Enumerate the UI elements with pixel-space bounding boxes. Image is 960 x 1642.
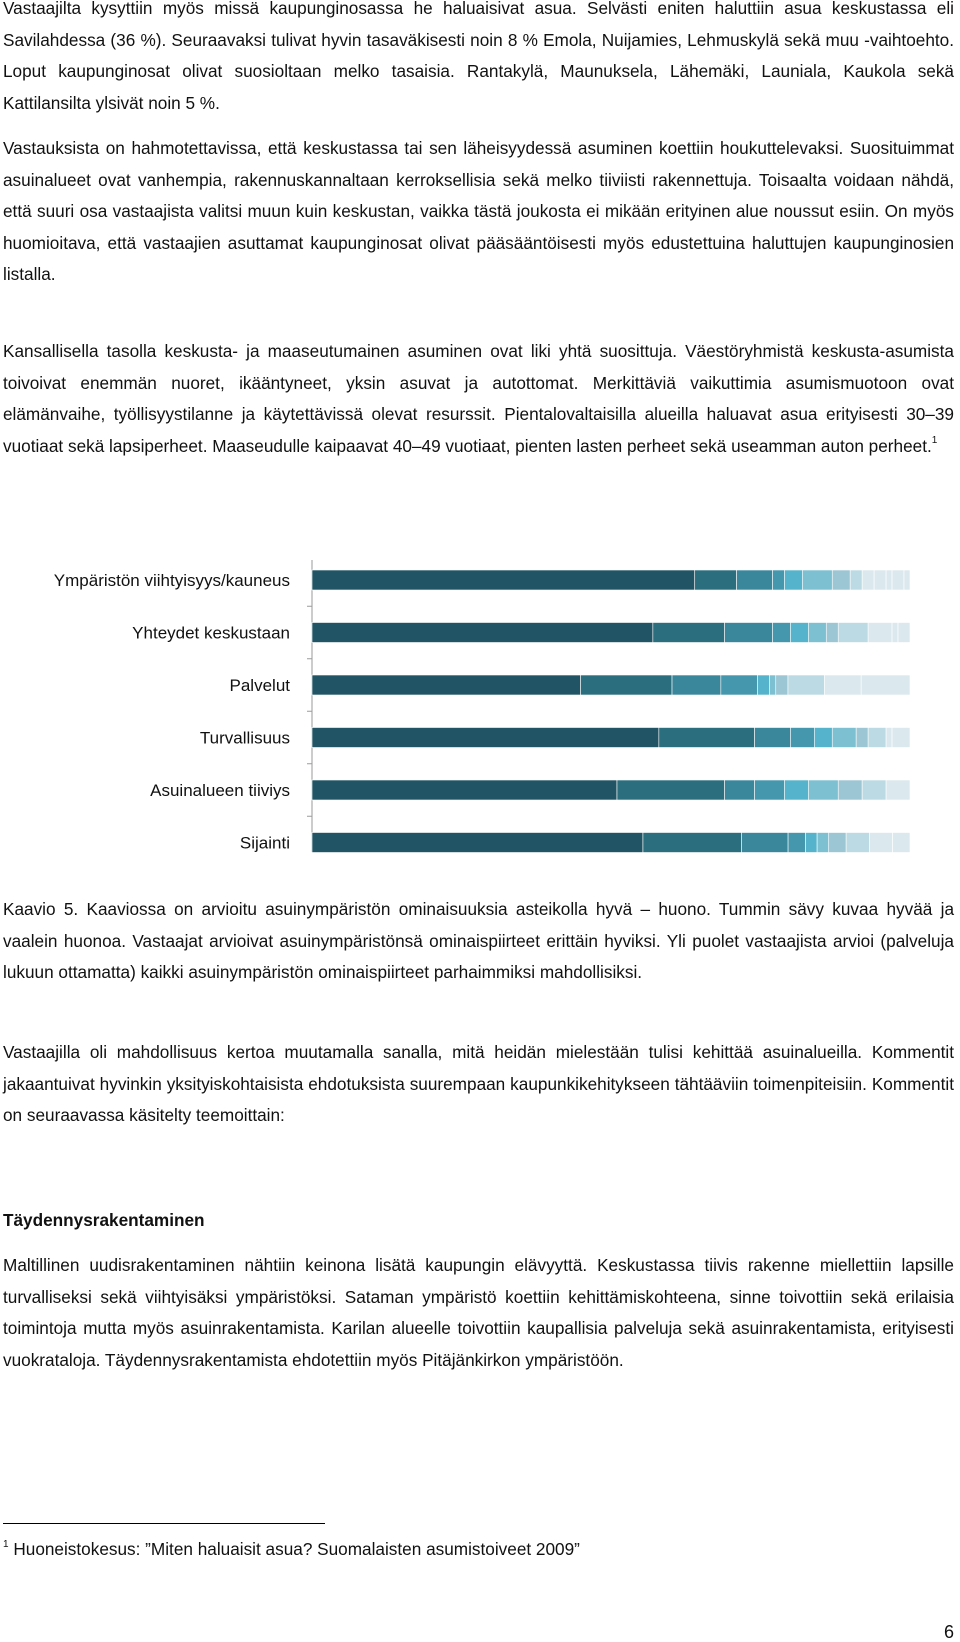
footnote-number: 1 [3, 1539, 9, 1550]
chart-bar-segment [832, 728, 856, 748]
chart-category-label: Asuinalueen tiiviys [150, 781, 290, 800]
chart-bar-segment [659, 728, 755, 748]
chart-bar-segment [829, 833, 846, 853]
chart-caption: Kaavio 5. Kaaviossa on arvioitu asuinympäristön ominaisuuksia asteikolla hyvä – huono. Tummin sävy kuvaa hyvää ja vaalein huonoa. Vastaajat arvioivat asuinympäristönsä ominaispiirteet erittäin hyviksi. Yli puolet vastaajista arvioi (palveluja lukuun ottamatta) kaikki asuinympäristön ominaispiirteet parhaimmiksi mahdollisiksi. [3, 899, 954, 982]
chart-bar-segment [861, 675, 910, 695]
chart-bar-segment [776, 675, 788, 695]
chart-bar-segment [757, 675, 769, 695]
chart-bar-segment [838, 780, 862, 800]
chart-bar-segment [892, 623, 898, 643]
chart-bar-segment [862, 570, 874, 590]
chart-bar-segment [312, 728, 659, 748]
chart-bar-segment [788, 675, 825, 695]
chart-bar-segment [869, 833, 892, 853]
chart-bar-segment [772, 570, 784, 590]
chart-bar-segment [825, 675, 862, 695]
chart-bar-segment [808, 623, 826, 643]
chart-bar-segment [755, 728, 791, 748]
chart-bar-segment [312, 675, 580, 695]
chart-bar-segment [312, 780, 617, 800]
chart-bar-segment [725, 780, 755, 800]
chart-bar-segment [892, 728, 910, 748]
chart-bar-segment [790, 623, 808, 643]
chart-bar-segment [312, 570, 695, 590]
chart-bar-segment [868, 623, 892, 643]
chart-bar-segment [755, 780, 785, 800]
chart-bar-segment [643, 833, 742, 853]
chart-bar-segment [832, 570, 850, 590]
chart-bar-segment [838, 623, 868, 643]
chart-bar-segment [784, 780, 808, 800]
paragraph-desired-districts: Vastaajilta kysyttiin myös missä kaupunginosassa he haluaisivat asua. Selvästi eniten haluttiin asua keskustassa eli Savilahdessa (36 %). Seuraavaksi tulivat hyvin tasaväkisesti noin 8 % Emola, Nuijamies, Lehmuskylä sekä muu -vaihtoehto. Loput kaupunginosat olivat suosioltaan melko tasaisia. Rantakylä, Maunuksela, Lähemäki, Launiala, Kaukola sekä Kattilansilta ylsivät noin 5 %. [3, 0, 954, 113]
section-heading: Täydennysrakentaminen [3, 1210, 205, 1230]
chart-bar-segment [850, 570, 862, 590]
chart-bar-segment [886, 570, 892, 590]
chart-category-label: Palvelut [229, 676, 290, 695]
chart-bar-segment [874, 570, 886, 590]
chart-category-label: Yhteydet keskustaan [132, 623, 290, 643]
chart-bar-segment [784, 570, 802, 590]
chart-bar-segment [808, 780, 838, 800]
chart-bar-segment [904, 570, 910, 590]
chart-bar-segment [868, 728, 886, 748]
paragraph-central-living: Vastauksista on hahmotettavissa, että keskustassa tai sen läheisyydessä asuminen koettiin houkuttelevaksi. Suosituimmat asuinalueet ovat vanhempia, rakennuskannaltaan kerroksellisia sekä melko tiiviisti rakennettuja. Toisaalta voidaan nähdä, että suuri osa vastaajista valitsi muun kuin keskustan, vaikka tästä joukosta ei mikään erityinen alue noussut esiin. On myös huomioitava, että vastaajien asuttamat kaupunginosat olivat pääsääntöisesti myös edustettuina haluttujen kaupunginosien listalla. [3, 138, 954, 284]
paragraph-national-level-text: Kansallisella tasolla keskusta- ja maaseutumainen asuminen ovat liki yhtä suosittuja. Väestöryhmistä keskusta-asumista toivoivat enemmän nuoret, ikääntyneet, yksin asuvat ja autottomat. Merkittäviä vaikuttimia asumismuotoon ovat elämänvaihe, työllisyystilanne ja käytettävissä olevat resurssit. Pientalovaltaisilla alueilla haluavat asua erityisesti 30–39 vuotiaat sekä lapsiperheet. Maaseudulle kaipaavat 40–49 vuotiaat, pienten lasten perheet sekä useamman auton perheet. [3, 341, 954, 456]
chart-bar-segment [886, 728, 892, 748]
paragraph-national-level [3, 336, 954, 462]
chart-bar-segment [737, 570, 773, 590]
paragraph-infill-construction: Maltillinen uudisrakentaminen nähtiin keinona lisätä kaupungin elävyyttä. Keskustassa tiivis rakenne miellettiin lapsille turvalliseksi sekä viihtyisäksi ympäristöksi. Sataman ympäristö koettiin kehittämiskohteena, sinne toivottiin sekä erilaisia toimintoja mutta myös asuinrakentamista. Karilan alueelle toivottiin kaupallisia palveluja sekä asuinrakentamista, erityisesti vuokrataloja. Täydennysrakentamista ehdotettiin myös Pitäjänkirkon ympäristöön. [3, 1255, 954, 1370]
page-number: 6 [943, 1622, 954, 1642]
chart-bar-segment [814, 728, 832, 748]
chart-bar-segment [790, 728, 814, 748]
chart-bar-segment [580, 675, 672, 695]
chart-bar-segment [742, 833, 788, 853]
chart-bar-segment [856, 728, 868, 748]
footnote [3, 1535, 580, 1563]
chart-bar-segment [770, 675, 776, 695]
chart-bar-segment [802, 570, 832, 590]
chart-category-label: Turvallisuus [199, 728, 290, 748]
chart-bar-segment [806, 833, 818, 853]
footnote-text: Huoneistokesus: ”Miten haluaisit asua? Suomalaisten asumistoiveet 2009” [13, 1539, 580, 1559]
chart-bar-segment [862, 780, 886, 800]
chart-residential-ratings [0, 560, 960, 860]
chart-bar-segment [653, 623, 725, 643]
chart-bar-segment [788, 833, 805, 853]
chart-bar-segment [672, 675, 721, 695]
chart-bar-segment [886, 780, 910, 800]
footnote-reference[interactable]: 1 [931, 434, 938, 446]
chart-bar-segment [312, 623, 653, 643]
paragraph-development-comments: Vastaajilla oli mahdollisuus kertoa muutamalla sanalla, mitä heidän mielestään tulisi kehittää asuinalueilla. Kommentit jakaantuivat hyvinkin yksityiskohtaisista ehdotuksista suurempaan kaupunkikehitykseen tähtääviin toimenpiteisiin. Kommentit on seuraavassa käsitelty teemoittain: [3, 1042, 954, 1125]
chart-bar-segment [721, 675, 758, 695]
chart-bar-segment [892, 570, 904, 590]
chart-category-label: Ympäristön viihtyisyys/kauneus [53, 571, 290, 590]
chart-bar-segment [617, 780, 725, 800]
chart-bar-segment [695, 570, 737, 590]
chart-bar-segment [898, 623, 910, 643]
chart-bar-segment [817, 833, 829, 853]
footnote-separator [3, 1523, 325, 1524]
chart-bar-segment [312, 833, 643, 853]
chart-bar-segment [846, 833, 869, 853]
chart-category-label: Sijainti [239, 833, 290, 853]
chart-bar-segment [826, 623, 838, 643]
chart-bar-segment [893, 833, 910, 853]
chart-bar-segment [725, 623, 773, 643]
chart-bar-segment [772, 623, 790, 643]
